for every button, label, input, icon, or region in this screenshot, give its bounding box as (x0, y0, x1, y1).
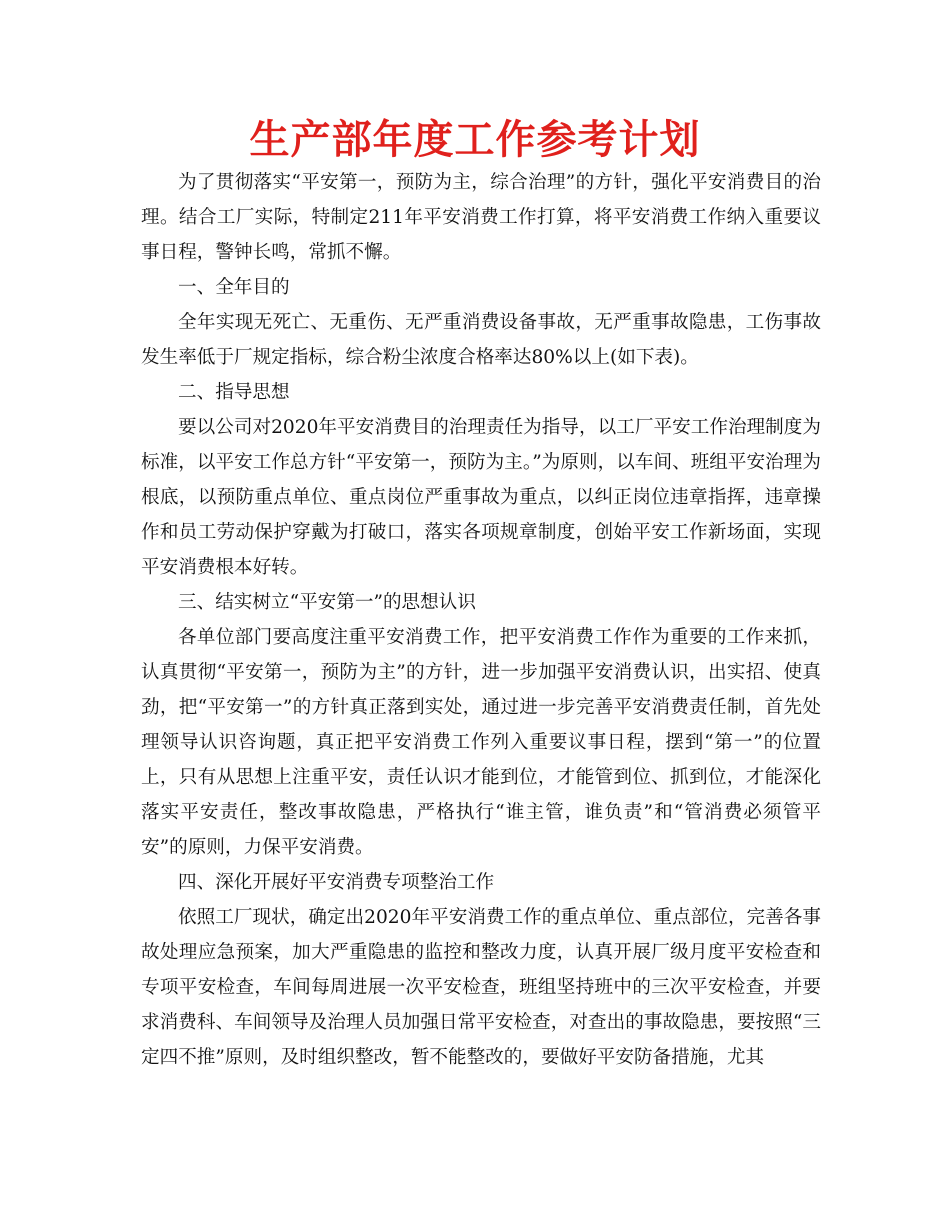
document-title: 生产部年度工作参考计划 (249, 117, 701, 163)
paragraph-guidance: 要以公司对2020年平安消费目的治理责任为指导，以工厂平安工作治理制度为标准，以平安工作总方针“平安第一，预防为主。”为原则，以车间、班组平安治理为根底，以预防重点单位、重点岗位严重事故为重点，以纠正岗位违章指挥，违章操作和员工劳动保护穿戴为打破口，落实各项规章制度，创始平安工作新场面，实现平安消费根本好转。 (141, 417, 821, 578)
document-body (141, 165, 821, 1075)
paragraph-rectification: 依照工厂现状，确定出2020年平安消费工作的重点单位、重点部位，完善各事故处理应急预案，加大严重隐患的监控和整改力度，认真开展厂级月度平安检查和专项平安检查，车间每周进展一次平安检查，班组坚持班中的三次平安检查，并要求消费科、车间领导及治理人员加强日常平安检查，对查出的事故隐患，要按照“三定四不推”原则，及时组织整改，暂不能整改的，要做好平安防备措施，尤其 (141, 907, 821, 1068)
section-heading-awareness: 三、结实树立“平安第一”的思想认识 (178, 592, 476, 613)
section-heading-rectification: 四、深化开展好平安消费专项整治工作 (178, 872, 495, 893)
paragraph-goals: 全年实现无死亡、无重伤、无严重消费设备事故，无严重事故隐患，工伤事故发生率低于厂规定指标，综合粉尘浓度合格率达80%以上(如下表)。 (141, 312, 821, 368)
section-heading-goals: 一、全年目的 (178, 277, 290, 298)
paragraph-awareness: 各单位部门要高度注重平安消费工作，把平安消费工作作为重要的工作来抓，认真贯彻“平安第一，预防为主”的方针，进一步加强平安消费认识，出实招、使真劲，把“平安第一”的方针真正落到实处，通过进一步完善平安消费责任制，首先处理领导认识咨询题，真正把平安消费工作列入重要议事日程，摆到“第一”的位置上，只有从思想上注重平安，责任认识才能到位，才能管到位、抓到位，才能深化落实平安责任，整改事故隐患，严格执行“谁主管，谁负责”和“管消费必须管平安”的原则，力保平安消费。 (141, 627, 821, 858)
paragraph-intro: 为了贯彻落实“平安第一，预防为主，综合治理”的方针，强化平安消费目的治理。结合工厂实际，特制定211年平安消费工作打算，将平安消费工作纳入重要议事日程，警钟长鸣，常抓不懈。 (141, 172, 821, 263)
section-heading-guidance: 二、指导思想 (178, 382, 290, 403)
